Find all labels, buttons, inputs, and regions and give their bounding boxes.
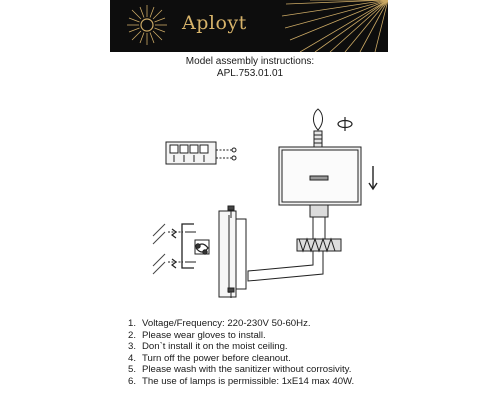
brand-name: Aployt [182, 12, 247, 34]
arrow-down-icon [369, 166, 377, 189]
wall-screws [168, 232, 183, 262]
list-item: 4. Turn off the power before cleanout. [128, 352, 291, 364]
wall-plate [219, 211, 246, 297]
wall-hatching [153, 224, 165, 274]
list-item: 1. Voltage/Frequency: 220-230V 50-60Hz. [128, 318, 311, 329]
rotate-icon [338, 117, 352, 131]
instructions-list [128, 318, 354, 388]
terminal-block-icon [166, 142, 236, 164]
lamp-shade [279, 147, 361, 205]
list-item: 3. Don`t install it on the moist ceiling. [128, 341, 288, 353]
model-number: APL.753.01.01 [216, 68, 284, 79]
mounting-bracket [182, 224, 209, 268]
wall-arm [248, 251, 323, 281]
bulb-icon [313, 109, 322, 147]
list-item: 5. Please wash with the sanitizer without corrosivity. [128, 364, 352, 376]
list-item: 2. Please wear gloves to install. [128, 329, 266, 341]
ring-holder [297, 239, 341, 251]
list-item: 6. The use of lamps is permissible: 1xE14 max 40W. [128, 375, 355, 387]
heading-title: Model assembly instructions: [185, 56, 315, 67]
